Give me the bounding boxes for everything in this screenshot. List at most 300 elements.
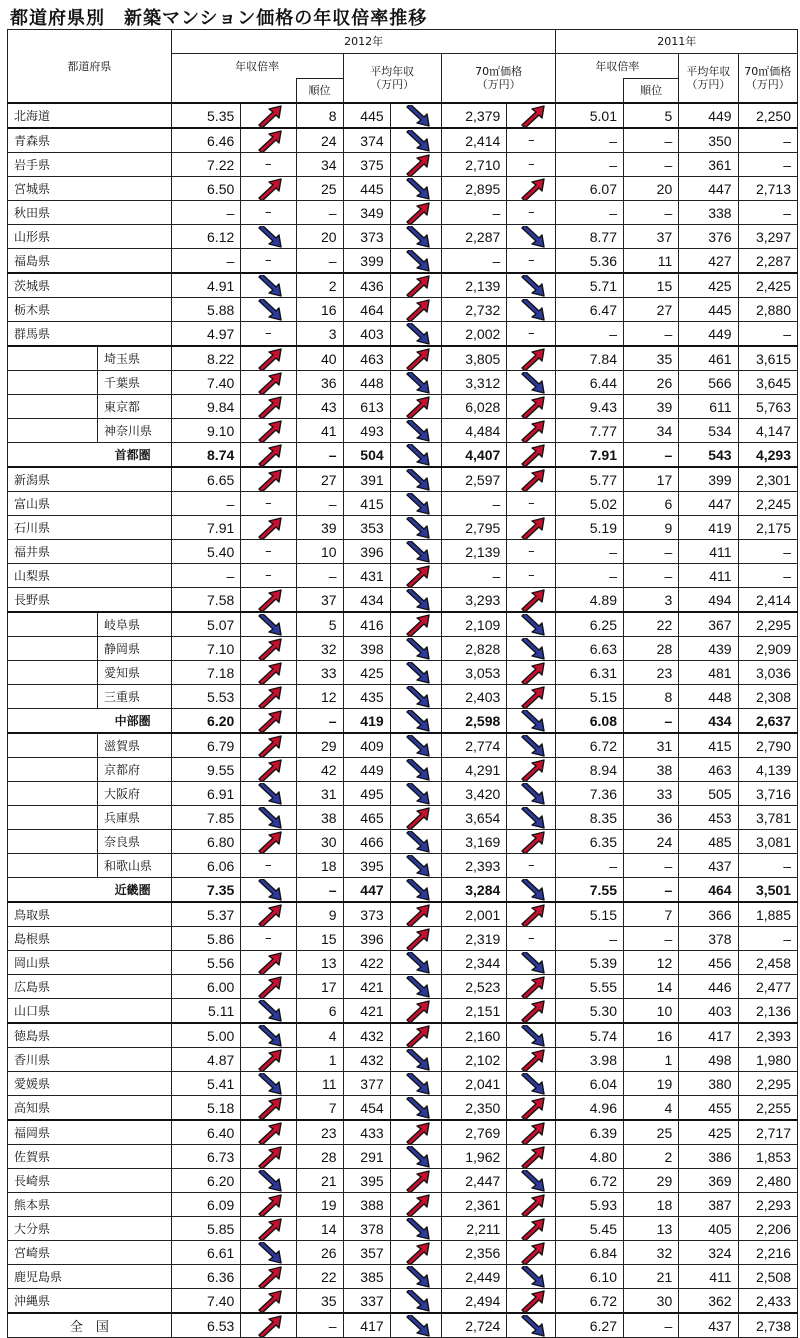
price-trend-2012: – [507, 322, 556, 347]
table-row [8, 588, 798, 613]
income-2012: 419 [343, 709, 390, 734]
price-trend-2012 [507, 1072, 556, 1096]
trend-up-icon [253, 1097, 283, 1119]
price-2012: 2,494 [441, 1289, 506, 1314]
prefecture-name: 岩手県 [8, 153, 172, 177]
price-2012: 2,139 [441, 273, 506, 298]
income-2012: 415 [343, 492, 390, 516]
price-2011: – [738, 540, 797, 564]
income-trend-2012 [390, 1096, 441, 1121]
income-2011: 611 [679, 395, 738, 419]
trend-down-icon [401, 1073, 431, 1095]
table-row [8, 1145, 798, 1169]
income-trend-2012 [390, 273, 441, 298]
price-2012: 4,407 [441, 443, 506, 468]
prefecture-name: 山口県 [8, 999, 172, 1024]
ratio-2011: 5.36 [556, 249, 624, 274]
ratio-2011: 5.15 [556, 902, 624, 927]
indent-spacer [8, 685, 98, 709]
ratio-trend-2012 [241, 975, 296, 999]
income-2011: 534 [679, 419, 738, 443]
ratio-2011: 6.72 [556, 1169, 624, 1193]
trend-up-icon [253, 420, 283, 442]
ratio-trend-2012 [241, 443, 296, 468]
ratio-2012: 5.40 [171, 540, 241, 564]
rank-2012: – [296, 564, 343, 588]
prefecture-name: 兵庫県 [98, 806, 172, 830]
price-2012: 2,319 [441, 927, 506, 951]
income-2011: 543 [679, 443, 738, 468]
price-trend-2012 [507, 1313, 556, 1338]
indent-spacer [8, 806, 98, 830]
income-2012: 375 [343, 153, 390, 177]
table-row [8, 999, 798, 1024]
rank-2012: 3 [296, 322, 343, 347]
income-2011: 411 [679, 564, 738, 588]
income-2011: 425 [679, 273, 738, 298]
income-trend-2012 [390, 1169, 441, 1193]
rank-2011: 4 [624, 1096, 679, 1121]
ratio-2011: 6.27 [556, 1313, 624, 1338]
trend-down-icon [253, 1073, 283, 1095]
trend-down-icon [401, 976, 431, 998]
ratio-2011: – [556, 201, 624, 225]
income-2012: 449 [343, 758, 390, 782]
price-trend-2012 [507, 467, 556, 492]
price-2012: 1,962 [441, 1145, 506, 1169]
table-row [8, 854, 798, 878]
price-trend-2012 [507, 588, 556, 613]
trend-down-icon [401, 372, 431, 394]
ratio-2011: 6.25 [556, 612, 624, 637]
price-trend-2012 [507, 637, 556, 661]
income-trend-2012 [390, 661, 441, 685]
price-trend-2012 [507, 273, 556, 298]
table-row [8, 1096, 798, 1121]
income-2012: 395 [343, 1169, 390, 1193]
trend-up-icon [516, 1242, 546, 1264]
income-2011: 505 [679, 782, 738, 806]
prefecture-name: 山形県 [8, 225, 172, 249]
rank-2011: – [624, 878, 679, 903]
trend-down-icon [401, 735, 431, 757]
trend-down-icon [401, 130, 431, 152]
price-2012: 3,420 [441, 782, 506, 806]
income-2012: 434 [343, 588, 390, 613]
rank-2011: 12 [624, 951, 679, 975]
trend-up-icon [516, 831, 546, 853]
price-trend-2012 [507, 806, 556, 830]
ratio-trend-2012 [241, 371, 296, 395]
prefecture-name: 徳島県 [8, 1023, 172, 1048]
ratio-trend-2012 [241, 637, 296, 661]
rank-2011: 24 [624, 830, 679, 854]
income-2012: 391 [343, 467, 390, 492]
rank-2011: – [624, 1313, 679, 1338]
ratio-2011: 5.15 [556, 685, 624, 709]
trend-up-icon [401, 1025, 431, 1047]
table-row [8, 927, 798, 951]
rank-2012: 24 [296, 128, 343, 153]
trend-up-icon [253, 469, 283, 491]
trend-up-icon [401, 299, 431, 321]
income-trend-2012 [390, 322, 441, 347]
price-trend-2012 [507, 1048, 556, 1072]
ratio-2011: 7.91 [556, 443, 624, 468]
trend-up-icon [516, 396, 546, 418]
ratio-trend-2012 [241, 103, 296, 128]
price-trend-2012 [507, 612, 556, 637]
price-2012: 2,344 [441, 951, 506, 975]
price-2012: 3,169 [441, 830, 506, 854]
ratio-trend-2012 [241, 419, 296, 443]
trend-down-icon [253, 879, 283, 901]
ratio-2012: 7.85 [171, 806, 241, 830]
income-trend-2012 [390, 830, 441, 854]
price-trend-2012 [507, 225, 556, 249]
indent-spacer [8, 371, 98, 395]
income-trend-2012 [390, 1241, 441, 1265]
rank-2012: 2 [296, 273, 343, 298]
trend-up-icon [253, 517, 283, 539]
ratio-trend-2012 [241, 758, 296, 782]
table-row [8, 225, 798, 249]
rank-2012: 38 [296, 806, 343, 830]
ratio-2012: 5.11 [171, 999, 241, 1024]
price-trend-2012: – [507, 540, 556, 564]
income-2012: 613 [343, 395, 390, 419]
income-2012: 416 [343, 612, 390, 637]
trend-up-icon [253, 976, 283, 998]
price-2011: 2,713 [738, 177, 797, 201]
trend-down-icon [401, 1146, 431, 1168]
ratio-2011: 7.55 [556, 878, 624, 903]
rank-2012: – [296, 249, 343, 274]
rank-2011: – [624, 854, 679, 878]
table-row [8, 346, 798, 371]
trend-up-icon [253, 1146, 283, 1168]
income-trend-2012 [390, 1265, 441, 1289]
price-2011: 2,295 [738, 612, 797, 637]
ratio-trend-2012 [241, 298, 296, 322]
income-2011: 425 [679, 1120, 738, 1145]
price-trend-2012 [507, 177, 556, 201]
prefecture-name: 沖縄県 [8, 1289, 172, 1314]
header-income-2012: 平均年収 （万円） [343, 54, 441, 104]
table-row [8, 1265, 798, 1289]
rank-2011: – [624, 540, 679, 564]
ratio-2012: 7.35 [171, 878, 241, 903]
ratio-2012: 7.40 [171, 1289, 241, 1314]
table-row [8, 637, 798, 661]
ratio-trend-2012 [241, 1217, 296, 1241]
trend-down-icon [401, 541, 431, 563]
trend-up-icon [516, 420, 546, 442]
price-trend-2012: – [507, 492, 556, 516]
rank-2011: 31 [624, 733, 679, 758]
price-2011: – [738, 927, 797, 951]
ratio-2011: – [556, 153, 624, 177]
ratio-2012: 8.74 [171, 443, 241, 468]
trend-down-icon [401, 759, 431, 781]
trend-up-icon [516, 1122, 546, 1144]
table-row [8, 758, 798, 782]
ratio-trend-2012 [241, 346, 296, 371]
trend-up-icon [253, 130, 283, 152]
table-row [8, 975, 798, 999]
indent-spacer [8, 612, 98, 637]
rank-2011: 37 [624, 225, 679, 249]
trend-down-icon [401, 855, 431, 877]
income-2012: 504 [343, 443, 390, 468]
table-row [8, 153, 798, 177]
price-2012: 2,393 [441, 854, 506, 878]
ratio-trend-2012: – [241, 927, 296, 951]
rank-2011: 20 [624, 177, 679, 201]
trend-down-icon [401, 444, 431, 466]
income-trend-2012 [390, 516, 441, 540]
ratio-trend-2012 [241, 782, 296, 806]
income-2012: 493 [343, 419, 390, 443]
trend-up-icon [516, 1218, 546, 1240]
trend-down-icon [253, 299, 283, 321]
trend-up-icon [253, 710, 283, 732]
price-2012: 2,139 [441, 540, 506, 564]
price-2011: 2,880 [738, 298, 797, 322]
trend-down-icon [253, 1025, 283, 1047]
indent-spacer [8, 854, 98, 878]
trend-down-icon [516, 710, 546, 732]
trend-up-icon [401, 614, 431, 636]
trend-up-icon [253, 1315, 283, 1337]
trend-down-icon [516, 1073, 546, 1095]
rank-2011: 13 [624, 1217, 679, 1241]
price-2012: 3,654 [441, 806, 506, 830]
ratio-2011: 7.36 [556, 782, 624, 806]
ratio-2011: – [556, 854, 624, 878]
price-2012: 2,356 [441, 1241, 506, 1265]
ratio-2012: 6.36 [171, 1265, 241, 1289]
trend-down-icon [253, 783, 283, 805]
income-trend-2012 [390, 1217, 441, 1241]
rank-2012: 5 [296, 612, 343, 637]
ratio-2011: 6.07 [556, 177, 624, 201]
rank-2012: – [296, 709, 343, 734]
income-trend-2012 [390, 999, 441, 1024]
ratio-2011: 5.30 [556, 999, 624, 1024]
price-2012: 4,291 [441, 758, 506, 782]
price-2011: 4,293 [738, 443, 797, 468]
price-2012: 2,414 [441, 128, 506, 153]
ratio-2011: 6.35 [556, 830, 624, 854]
income-trend-2012 [390, 395, 441, 419]
rank-2011: 21 [624, 1265, 679, 1289]
income-2012: 435 [343, 685, 390, 709]
ratio-trend-2012 [241, 1193, 296, 1217]
header-price-2012: 70㎡価格 （万円） [441, 54, 556, 104]
trend-up-icon [253, 759, 283, 781]
table-row [8, 322, 798, 347]
ratio-2012: – [171, 249, 241, 274]
income-trend-2012 [390, 637, 441, 661]
rank-2011: 38 [624, 758, 679, 782]
trend-up-icon [516, 178, 546, 200]
income-trend-2012 [390, 612, 441, 637]
trend-up-icon [401, 396, 431, 418]
income-2011: 324 [679, 1241, 738, 1265]
trend-down-icon [401, 178, 431, 200]
trend-down-icon [516, 879, 546, 901]
price-trend-2012: – [507, 564, 556, 588]
ratio-2012: 6.06 [171, 854, 241, 878]
ratio-2012: 5.56 [171, 951, 241, 975]
rank-2011: 2 [624, 1145, 679, 1169]
table-row [8, 273, 798, 298]
ratio-trend-2012: – [241, 201, 296, 225]
price-2012: 2,002 [441, 322, 506, 347]
prefecture-name: 愛媛県 [8, 1072, 172, 1096]
ratio-2011: – [556, 564, 624, 588]
price-trend-2012 [507, 1289, 556, 1314]
prefecture-name: 愛知県 [98, 661, 172, 685]
income-2012: 388 [343, 1193, 390, 1217]
ratio-2011: 4.80 [556, 1145, 624, 1169]
indent-spacer [8, 346, 98, 371]
income-2012: 445 [343, 177, 390, 201]
income-trend-2012 [390, 1048, 441, 1072]
ratio-2012: 6.65 [171, 467, 241, 492]
ratio-2011: 8.35 [556, 806, 624, 830]
ratio-2011: 6.72 [556, 733, 624, 758]
price-2012: – [441, 249, 506, 274]
income-2011: 437 [679, 854, 738, 878]
income-trend-2012 [390, 249, 441, 274]
table-row [8, 685, 798, 709]
price-2012: 2,447 [441, 1169, 506, 1193]
price-2012: 2,710 [441, 153, 506, 177]
ratio-2011: 6.47 [556, 298, 624, 322]
income-2012: 454 [343, 1096, 390, 1121]
price-2012: – [441, 492, 506, 516]
ratio-trend-2012 [241, 806, 296, 830]
ratio-2012: 9.84 [171, 395, 241, 419]
prefecture-name: 香川県 [8, 1048, 172, 1072]
income-2011: 362 [679, 1289, 738, 1314]
rank-2011: 19 [624, 1072, 679, 1096]
income-2012: 465 [343, 806, 390, 830]
income-trend-2012 [390, 346, 441, 371]
ratio-trend-2012: – [241, 564, 296, 588]
prefecture-name: 三重県 [98, 685, 172, 709]
price-2011: 2,308 [738, 685, 797, 709]
income-2012: 337 [343, 1289, 390, 1314]
income-2011: 464 [679, 878, 738, 903]
income-2011: 463 [679, 758, 738, 782]
price-2011: 3,501 [738, 878, 797, 903]
income-2012: 432 [343, 1048, 390, 1072]
prefecture-name: 京都府 [98, 758, 172, 782]
rank-2011: 18 [624, 1193, 679, 1217]
indent-spacer [8, 758, 98, 782]
income-2011: 439 [679, 637, 738, 661]
income-2011: 498 [679, 1048, 738, 1072]
ratio-2012: 7.40 [171, 371, 241, 395]
price-2011: 2,206 [738, 1217, 797, 1241]
price-2011: 3,781 [738, 806, 797, 830]
income-2011: 411 [679, 540, 738, 564]
ratio-2012: 6.09 [171, 1193, 241, 1217]
trend-down-icon [516, 735, 546, 757]
rank-2012: 16 [296, 298, 343, 322]
prefecture-name: 和歌山県 [98, 854, 172, 878]
prefecture-name: 岡山県 [8, 951, 172, 975]
table-row [8, 371, 798, 395]
ratio-trend-2012 [241, 516, 296, 540]
header-income-2011: 平均年収 （万円） [679, 54, 738, 104]
income-2012: 291 [343, 1145, 390, 1169]
rank-2012: 11 [296, 1072, 343, 1096]
price-2012: 2,774 [441, 733, 506, 758]
rank-2011: 26 [624, 371, 679, 395]
trend-up-icon [516, 1290, 546, 1312]
income-2011: 461 [679, 346, 738, 371]
region-total-name: 近畿圏 [8, 878, 172, 903]
ratio-2011: – [556, 322, 624, 347]
rank-2012: 43 [296, 395, 343, 419]
income-trend-2012 [390, 467, 441, 492]
price-2011: 2,250 [738, 103, 797, 128]
table-row [8, 249, 798, 274]
income-2011: 446 [679, 975, 738, 999]
trend-up-icon [253, 372, 283, 394]
ratio-2012: 5.18 [171, 1096, 241, 1121]
price-2011: – [738, 564, 797, 588]
price-trend-2012 [507, 878, 556, 903]
ratio-2011: 8.77 [556, 225, 624, 249]
ratio-2012: 6.20 [171, 1169, 241, 1193]
trend-up-icon [253, 1266, 283, 1288]
price-2012: 2,287 [441, 225, 506, 249]
price-2012: 4,484 [441, 419, 506, 443]
price-trend-2012: – [507, 854, 556, 878]
price-2011: 2,301 [738, 467, 797, 492]
income-trend-2012 [390, 878, 441, 903]
income-trend-2012 [390, 854, 441, 878]
income-2012: 378 [343, 1217, 390, 1241]
income-2011: 419 [679, 516, 738, 540]
table-row [8, 540, 798, 564]
ratio-trend-2012 [241, 1023, 296, 1048]
income-2011: 361 [679, 153, 738, 177]
income-2012: 422 [343, 951, 390, 975]
price-2011: 3,036 [738, 661, 797, 685]
ratio-trend-2012: – [241, 322, 296, 347]
income-trend-2012 [390, 709, 441, 734]
price-2011: – [738, 153, 797, 177]
ratio-2011: 8.94 [556, 758, 624, 782]
income-trend-2012 [390, 419, 441, 443]
prefecture-name: 長崎県 [8, 1169, 172, 1193]
table-row [8, 1313, 798, 1338]
income-2011: 417 [679, 1023, 738, 1048]
price-trend-2012 [507, 419, 556, 443]
table-row [8, 1169, 798, 1193]
price-2011: 2,790 [738, 733, 797, 758]
table-row [8, 951, 798, 975]
rank-2011: 14 [624, 975, 679, 999]
price-2012: 2,828 [441, 637, 506, 661]
prefecture-name: 宮城県 [8, 177, 172, 201]
